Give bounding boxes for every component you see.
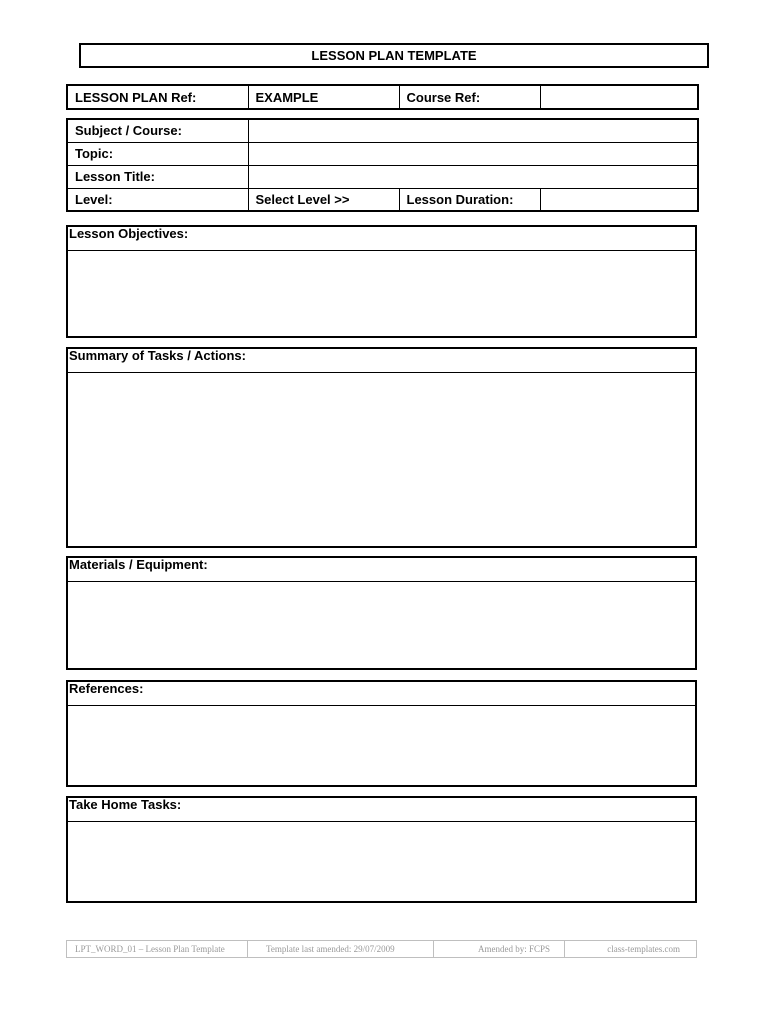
topic-label: Topic: xyxy=(67,142,248,165)
lesson-title-field[interactable] xyxy=(248,165,698,188)
footer-doc-id: LPT_WORD_01 – Lesson Plan Template xyxy=(67,941,248,957)
summary-field[interactable] xyxy=(68,373,695,546)
footer-site: class-templates.com xyxy=(607,944,680,954)
lesson-duration-label: Lesson Duration: xyxy=(399,188,540,211)
course-ref-label: Course Ref: xyxy=(399,85,540,109)
subject-label: Subject / Course: xyxy=(67,119,248,142)
take-home-header: Take Home Tasks: xyxy=(68,798,695,822)
page-title: LESSON PLAN TEMPLATE xyxy=(79,43,709,68)
subject-field[interactable] xyxy=(248,119,698,142)
references-field[interactable] xyxy=(68,706,695,785)
lesson-duration-field[interactable] xyxy=(540,188,698,211)
take-home-section xyxy=(66,796,697,903)
topic-field[interactable] xyxy=(248,142,698,165)
summary-header: Summary of Tasks / Actions: xyxy=(68,349,695,373)
footer-amended-by: Amended by: FCPS xyxy=(434,941,565,957)
lesson-title-label: Lesson Title: xyxy=(67,165,248,188)
page-footer xyxy=(66,940,697,958)
objectives-header: Lesson Objectives: xyxy=(68,227,695,251)
objectives-field[interactable] xyxy=(68,251,695,336)
take-home-field[interactable] xyxy=(68,822,695,901)
references-section xyxy=(66,680,697,787)
level-select[interactable]: Select Level >> xyxy=(248,188,399,211)
course-ref-field[interactable] xyxy=(540,85,698,109)
lesson-ref-table xyxy=(66,84,699,110)
lesson-info-table xyxy=(66,118,699,212)
footer-amended-date: Template last amended: 29/07/2009 xyxy=(248,941,434,957)
lesson-plan-ref-label: LESSON PLAN Ref: xyxy=(67,85,248,109)
references-header: References: xyxy=(68,682,695,706)
level-label: Level: xyxy=(67,188,248,211)
materials-header: Materials / Equipment: xyxy=(68,558,695,582)
materials-field[interactable] xyxy=(68,582,695,668)
materials-section xyxy=(66,556,697,670)
summary-section xyxy=(66,347,697,548)
objectives-section xyxy=(66,225,697,338)
lesson-plan-ref-field[interactable]: EXAMPLE xyxy=(248,85,399,109)
